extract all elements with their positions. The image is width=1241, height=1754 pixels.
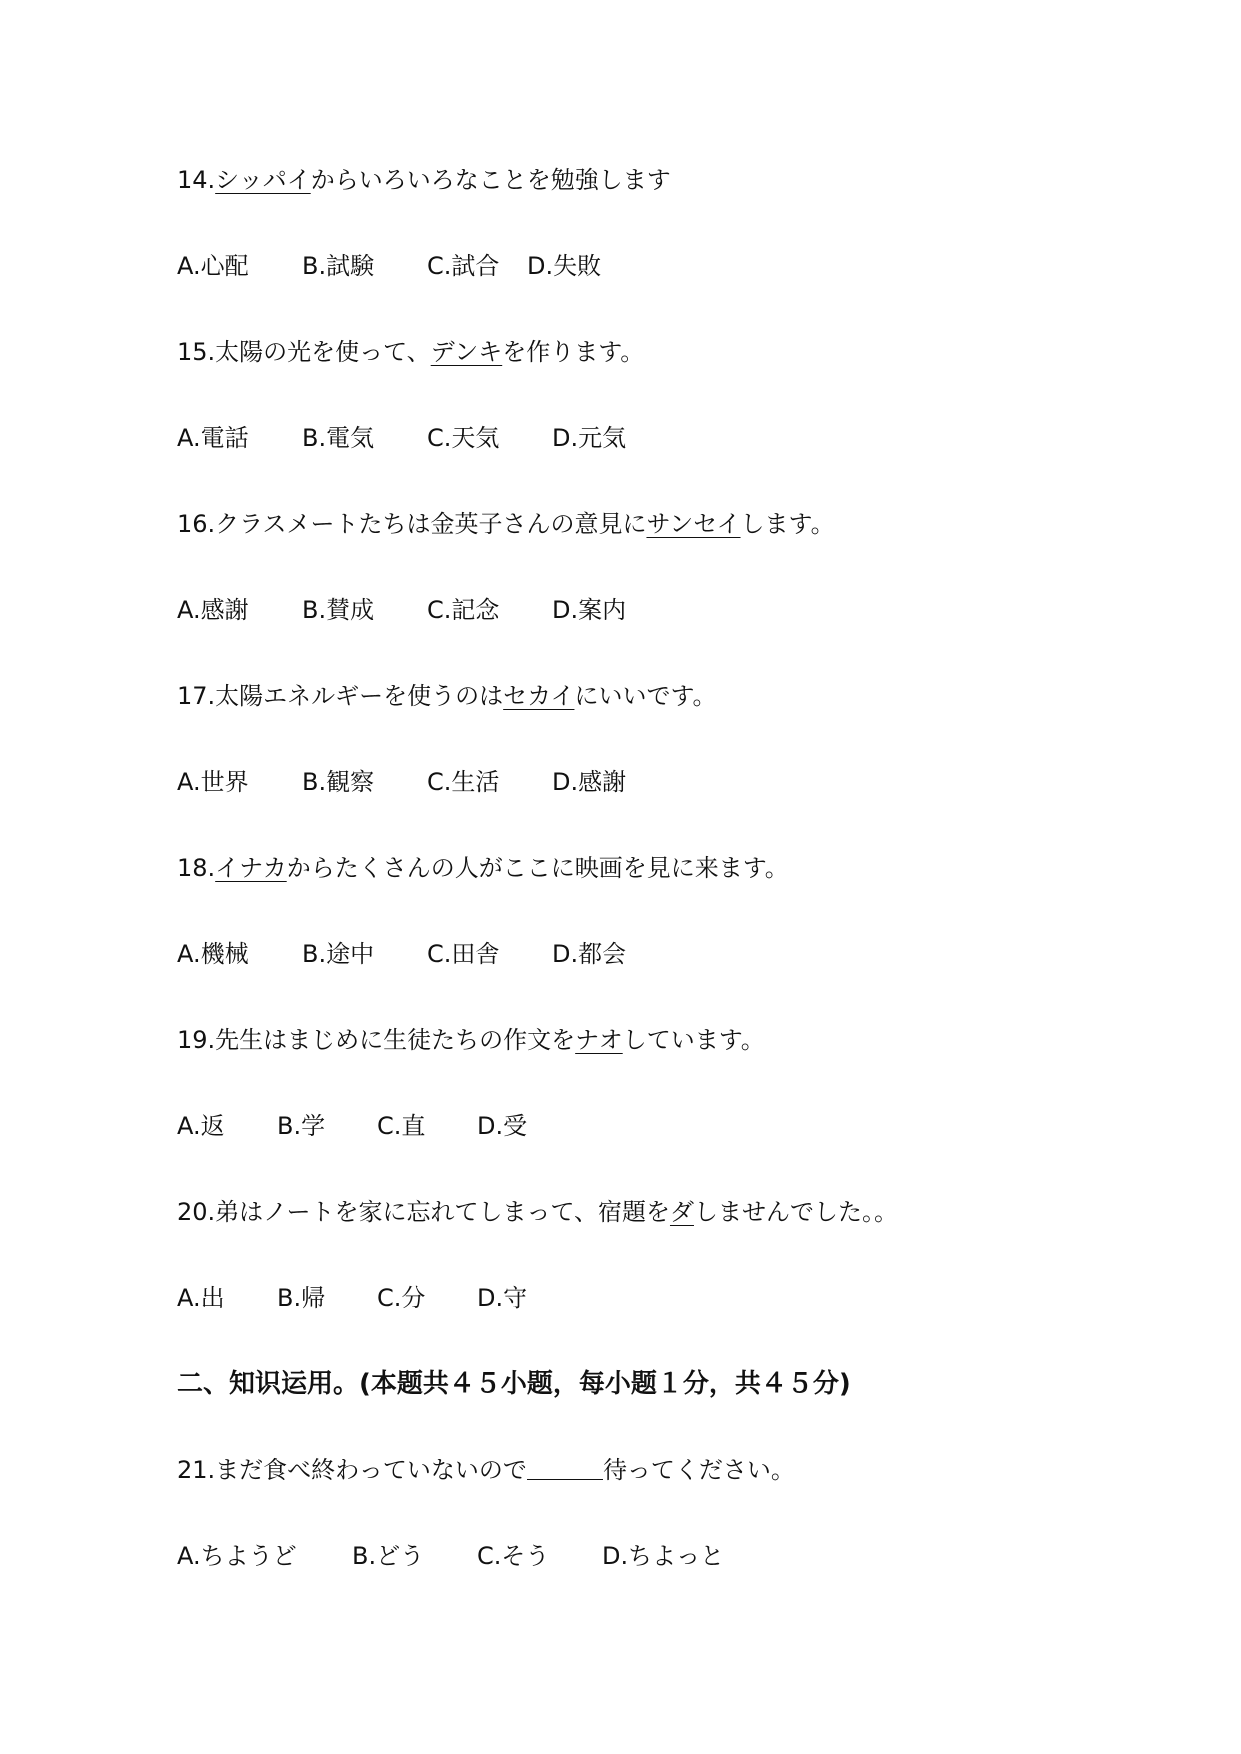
question-15 — [177, 335, 644, 369]
option-d: D.感謝 — [552, 768, 627, 796]
option-b: B.賛成 — [302, 596, 375, 624]
underlined-word: デンキ — [430, 338, 503, 366]
question-16 — [177, 507, 835, 541]
options-21 — [177, 1539, 724, 1573]
option-d: D.都会 — [552, 940, 627, 968]
question-19 — [177, 1023, 765, 1057]
option-a: A.感謝 — [177, 596, 249, 624]
option-b: B.観察 — [302, 768, 375, 796]
option-c: C.そう — [477, 1542, 550, 1570]
option-c: C.生活 — [427, 768, 500, 796]
question-14 — [177, 163, 671, 197]
option-a: A.世界 — [177, 768, 249, 796]
option-b: B.学 — [277, 1112, 326, 1140]
option-a: A.返 — [177, 1112, 225, 1140]
question-text-pre: 14. — [177, 166, 216, 194]
option-d: D.元気 — [552, 424, 627, 452]
option-a: A.心配 — [177, 252, 249, 280]
option-c: C.分 — [377, 1284, 426, 1312]
underlined-word: イナカ — [215, 854, 287, 882]
question-18 — [177, 851, 789, 885]
option-b: B.帰 — [277, 1284, 326, 1312]
underlined-word: セカイ — [503, 682, 575, 710]
options-20 — [177, 1281, 527, 1315]
question-text-pre: 15.太陽の光を使って、 — [177, 338, 431, 366]
option-d: D.守 — [477, 1284, 528, 1312]
question-text-pre: 20.弟はノートを家に忘れてしまって、宿題を — [177, 1198, 670, 1226]
options-15 — [177, 421, 626, 455]
question-text-pre: 21.まだ食べ終わっていないので — [177, 1456, 527, 1484]
options-14 — [177, 249, 601, 283]
option-b: B.途中 — [302, 940, 375, 968]
option-a: A.出 — [177, 1284, 225, 1312]
question-20 — [177, 1195, 898, 1229]
options-18 — [177, 937, 626, 971]
question-text-post: しています。 — [622, 1026, 765, 1054]
underlined-word: サンセイ — [646, 510, 741, 538]
answer-blank — [527, 1455, 603, 1480]
question-text-pre: 19.先生はまじめに生徒たちの作文を — [177, 1026, 576, 1054]
option-c: C.記念 — [427, 596, 500, 624]
option-b: B.電気 — [302, 424, 375, 452]
options-17 — [177, 765, 626, 799]
underlined-word: ダ — [669, 1198, 694, 1226]
option-a: A.ちようど — [177, 1542, 297, 1570]
question-text-post: しませんでした。。 — [693, 1198, 898, 1226]
question-text-pre: 16.クラスメートたちは金英子さんの意見に — [177, 510, 647, 538]
option-b: B.どう — [352, 1542, 425, 1570]
question-text-post: からいろいろなことを勉強します — [310, 166, 671, 194]
option-a: A.機械 — [177, 940, 249, 968]
option-d: D.案内 — [552, 596, 627, 624]
question-17 — [177, 679, 717, 713]
question-text-post: 待ってください。 — [602, 1456, 795, 1484]
underlined-word: ナオ — [575, 1026, 623, 1054]
option-c: C.試合 — [427, 252, 500, 280]
question-text-post: にいいです。 — [574, 682, 717, 710]
option-d: D.受 — [477, 1112, 528, 1140]
option-c: C.田舎 — [427, 940, 500, 968]
option-d: D.失敗 — [527, 252, 602, 280]
option-a: A.電話 — [177, 424, 249, 452]
question-text-post: からたくさんの人がここに映画を見に来ます。 — [286, 854, 789, 882]
question-21 — [177, 1453, 795, 1487]
option-d: D.ちよっと — [602, 1542, 725, 1570]
question-text-post: を作ります。 — [502, 338, 645, 366]
options-19 — [177, 1109, 527, 1143]
question-text-pre: 17.太陽エネルギーを使うのは — [177, 682, 504, 710]
option-c: C.天気 — [427, 424, 500, 452]
question-text-pre: 18. — [177, 854, 216, 882]
section-heading: 二、知识运用。(本题共４５小题，每小题１分，共４５分) — [177, 1369, 851, 1399]
underlined-word: シッパイ — [215, 166, 311, 194]
question-text-post: します。 — [740, 510, 835, 538]
options-16 — [177, 593, 626, 627]
option-c: C.直 — [377, 1112, 426, 1140]
option-b: B.試験 — [302, 252, 375, 280]
